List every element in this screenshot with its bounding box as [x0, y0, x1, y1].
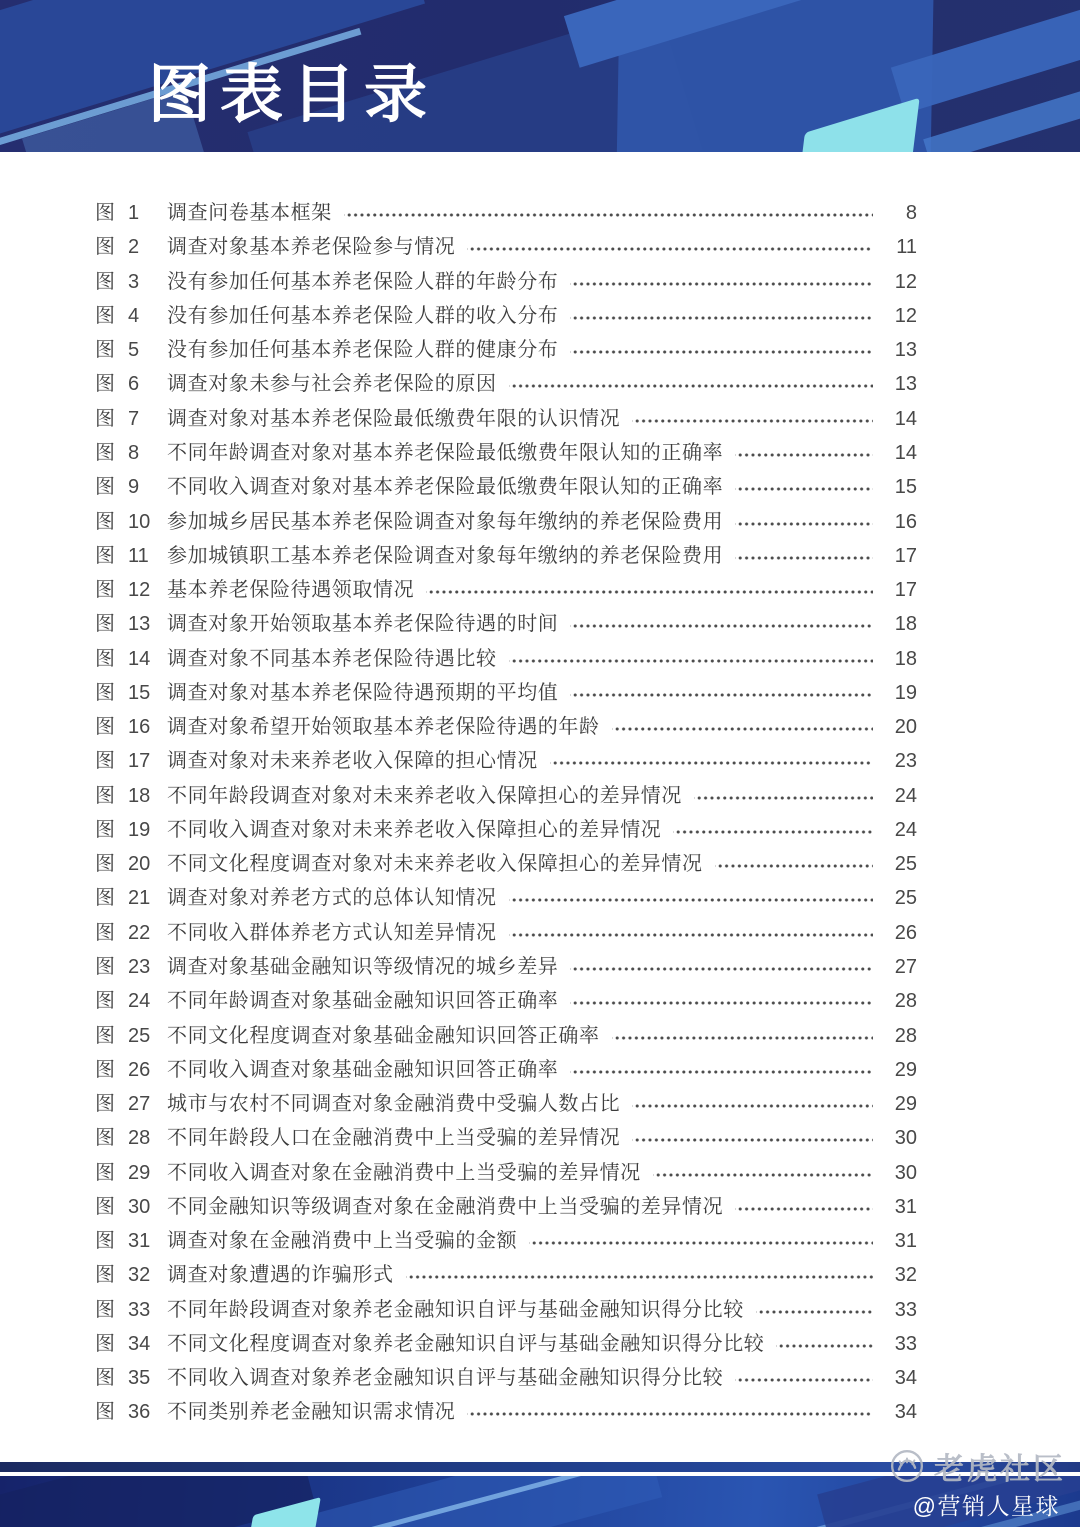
page-number: 29	[894, 1093, 917, 1116]
page-number: 17	[894, 579, 917, 602]
page-number: 14	[894, 441, 917, 464]
list-item	[95, 1190, 917, 1224]
figure-label: 图	[95, 716, 115, 739]
dot-leader	[632, 1099, 873, 1113]
figure-title: 不同年龄段调查对象养老金融知识自评与基础金融知识得分比较	[167, 1298, 744, 1321]
figure-title: 不同收入调查对象在金融消费中上当受骗的差异情况	[167, 1161, 641, 1184]
dot-leader	[756, 1305, 873, 1319]
list-item	[95, 847, 917, 881]
page-number: 18	[894, 647, 917, 670]
dot-leader	[570, 996, 873, 1010]
page-number: 32	[894, 1264, 917, 1287]
figure-title: 调查对象对基本养老保险待遇预期的平均值	[167, 681, 559, 704]
page-number: 25	[894, 887, 917, 910]
dot-leader	[509, 893, 873, 907]
figure-title: 不同收入调查对象基础金融知识回答正确率	[167, 1058, 559, 1081]
list-item	[95, 573, 917, 607]
dot-leader	[735, 551, 873, 565]
figure-title: 不同年龄调查对象基础金融知识回答正确率	[167, 990, 559, 1013]
figure-number: 30	[128, 1195, 151, 1218]
dot-leader	[632, 1133, 873, 1147]
page-number: 29	[894, 1058, 917, 1081]
dot-leader	[735, 1202, 873, 1216]
page-header	[0, 0, 1080, 152]
figure-number: 13	[128, 613, 151, 636]
figure-title: 调查对象对养老方式的总体认知情况	[167, 887, 497, 910]
page-number: 30	[894, 1161, 917, 1184]
figure-number: 23	[128, 955, 151, 978]
list-item	[95, 367, 917, 401]
figure-label: 图	[95, 1332, 115, 1355]
figure-title: 不同文化程度调查对象对未来养老收入保障担心的差异情况	[167, 853, 703, 876]
page-number: 15	[894, 476, 917, 499]
page-number: 20	[894, 716, 917, 739]
list-item	[95, 813, 917, 847]
page-number: 24	[894, 818, 917, 841]
figure-number: 10	[128, 510, 151, 533]
figure-label: 图	[95, 1024, 115, 1047]
page-number: 30	[894, 1127, 917, 1150]
list-item	[95, 470, 917, 504]
community-watermark	[889, 1444, 1066, 1488]
dot-leader	[776, 1339, 873, 1353]
list-item	[95, 299, 917, 333]
figure-title: 调查对象对未来养老收入保障的担心情况	[167, 750, 538, 773]
list-item	[95, 1327, 917, 1361]
list-item	[95, 881, 917, 915]
figure-number: 27	[128, 1093, 151, 1116]
dot-leader	[344, 208, 873, 222]
dot-leader	[653, 1168, 873, 1182]
figure-label: 图	[95, 750, 115, 773]
page-number: 28	[894, 1024, 917, 1047]
list-item	[95, 1121, 917, 1155]
figure-label: 图	[95, 407, 115, 430]
figure-title: 调查对象开始领取基本养老保险待遇的时间	[167, 613, 559, 636]
figure-label: 图	[95, 1367, 115, 1390]
figure-label: 图	[95, 784, 115, 807]
tiger-logo-icon	[889, 1448, 925, 1484]
page-number: 25	[894, 853, 917, 876]
figure-number: 20	[128, 853, 151, 876]
page-number: 17	[894, 544, 917, 567]
dot-leader	[673, 825, 873, 839]
figure-title: 调查对象遭遇的诈骗形式	[167, 1264, 394, 1287]
figure-label: 图	[95, 579, 115, 602]
figure-number: 18	[128, 784, 151, 807]
figure-title: 不同文化程度调查对象养老金融知识自评与基础金融知识得分比较	[167, 1332, 765, 1355]
figure-title: 调查对象在金融消费中上当受骗的金额	[167, 1230, 518, 1253]
page-title: 图表目录	[148, 60, 436, 130]
figure-label: 图	[95, 955, 115, 978]
figure-label: 图	[95, 339, 115, 362]
list-item	[95, 744, 917, 778]
figure-title: 调查问卷基本框架	[167, 202, 332, 225]
figure-title: 调查对象未参与社会养老保险的原因	[167, 373, 497, 396]
figure-number: 12	[128, 579, 151, 602]
page-number: 28	[894, 990, 917, 1013]
page-number: 34	[894, 1367, 917, 1390]
figure-number: 31	[128, 1230, 151, 1253]
list-item	[95, 1224, 917, 1258]
dot-leader	[570, 277, 873, 291]
figure-number: 11	[128, 544, 149, 567]
dot-leader	[735, 448, 873, 462]
list-item	[95, 504, 917, 538]
figure-label: 图	[95, 990, 115, 1013]
dot-leader	[570, 1065, 873, 1079]
page-number: 12	[894, 270, 917, 293]
figure-number: 15	[128, 681, 151, 704]
figure-number: 29	[128, 1161, 151, 1184]
list-item	[95, 436, 917, 470]
page-number: 23	[894, 750, 917, 773]
figure-title: 没有参加任何基本养老保险人群的年龄分布	[167, 270, 559, 293]
figure-title: 不同年龄调查对象对基本养老保险最低缴费年限认知的正确率	[167, 441, 724, 464]
dot-leader	[550, 756, 873, 770]
figure-label: 图	[95, 373, 115, 396]
list-item	[95, 1258, 917, 1292]
figure-number: 21	[128, 887, 151, 910]
list-item	[95, 196, 917, 230]
figure-label: 图	[95, 1161, 115, 1184]
dot-leader	[715, 859, 873, 873]
figure-label: 图	[95, 544, 115, 567]
figure-label: 图	[95, 202, 115, 225]
figure-title: 调查对象不同基本养老保险待遇比较	[167, 647, 497, 670]
figure-title: 没有参加任何基本养老保险人群的健康分布	[167, 339, 559, 362]
figure-label: 图	[95, 441, 115, 464]
list-item	[95, 1155, 917, 1189]
figure-number: 6	[128, 373, 140, 396]
dot-leader	[509, 654, 873, 668]
list-item	[95, 676, 917, 710]
figure-number: 16	[128, 716, 151, 739]
figure-title: 参加城镇职工基本养老保险调查对象每年缴纳的养老保险费用	[167, 544, 724, 567]
list-item	[95, 230, 917, 264]
figure-number: 25	[128, 1024, 151, 1047]
community-name: 老虎社区	[934, 1453, 1066, 1486]
figure-number: 32	[128, 1264, 151, 1287]
dot-leader	[570, 962, 873, 976]
page-number: 27	[894, 955, 917, 978]
figure-label: 图	[95, 1093, 115, 1116]
list-item	[95, 333, 917, 367]
figure-label: 图	[95, 613, 115, 636]
list-item	[95, 710, 917, 744]
page-number: 19	[894, 681, 917, 704]
figure-label: 图	[95, 1264, 115, 1287]
list-item	[95, 265, 917, 299]
figure-title: 不同年龄段调查对象对未来养老收入保障担心的差异情况	[167, 784, 682, 807]
list-item	[95, 1361, 917, 1395]
figure-title: 参加城乡居民基本养老保险调查对象每年缴纳的养老保险费用	[167, 510, 724, 533]
figure-title: 不同文化程度调查对象基础金融知识回答正确率	[167, 1024, 600, 1047]
figure-label: 图	[95, 681, 115, 704]
page-number: 33	[894, 1298, 917, 1321]
figure-title: 不同收入调查对象养老金融知识自评与基础金融知识得分比较	[167, 1367, 724, 1390]
list-item	[95, 1053, 917, 1087]
figure-label: 图	[95, 1195, 115, 1218]
figure-title: 调查对象基础金融知识等级情况的城乡差异	[167, 955, 559, 978]
figure-number: 17	[128, 750, 151, 773]
page-number: 14	[894, 407, 917, 430]
page-number: 13	[894, 373, 917, 396]
figure-label: 图	[95, 510, 115, 533]
figure-number: 36	[128, 1401, 151, 1424]
figure-title: 不同金融知识等级调查对象在金融消费中上当受骗的差异情况	[167, 1195, 724, 1218]
page-number: 16	[894, 510, 917, 533]
figure-label: 图	[95, 853, 115, 876]
figure-number: 22	[128, 921, 151, 944]
page-number: 26	[894, 921, 917, 944]
figure-number: 14	[128, 647, 151, 670]
page-number: 13	[894, 339, 917, 362]
figure-title: 不同类别养老金融知识需求情况	[167, 1401, 456, 1424]
figure-number: 2	[128, 236, 140, 259]
figure-number: 9	[128, 476, 140, 499]
figure-label: 图	[95, 887, 115, 910]
figure-number: 7	[128, 407, 140, 430]
figure-list	[95, 196, 917, 1430]
dot-leader	[694, 791, 873, 805]
page-number: 31	[894, 1230, 917, 1253]
dot-leader	[570, 619, 873, 633]
figure-title: 调查对象希望开始领取基本养老保险待遇的年龄	[167, 716, 600, 739]
figure-label: 图	[95, 236, 115, 259]
dot-leader	[735, 482, 873, 496]
list-item	[95, 539, 917, 573]
list-item	[95, 607, 917, 641]
dot-leader	[570, 345, 873, 359]
figure-title: 没有参加任何基本养老保险人群的收入分布	[167, 304, 559, 327]
figure-number: 26	[128, 1058, 151, 1081]
figure-title: 基本养老保险待遇领取情况	[167, 579, 415, 602]
author-handle-watermark: @营销人星球	[912, 1493, 1060, 1519]
figure-number: 1	[128, 202, 140, 225]
figure-number: 34	[128, 1332, 151, 1355]
figure-label: 图	[95, 270, 115, 293]
dot-leader	[735, 517, 873, 531]
dot-leader	[467, 242, 873, 256]
page-number: 33	[894, 1332, 917, 1355]
list-item	[95, 1293, 917, 1327]
dot-leader	[509, 928, 873, 942]
dot-leader	[529, 1236, 873, 1250]
figure-list-items	[95, 196, 917, 1430]
figure-number: 28	[128, 1127, 151, 1150]
figure-label: 图	[95, 1230, 115, 1253]
figure-number: 5	[128, 339, 140, 362]
figure-number: 24	[128, 990, 151, 1013]
dot-leader	[467, 1407, 873, 1421]
dot-leader	[570, 311, 873, 325]
list-item	[95, 1018, 917, 1052]
list-item	[95, 916, 917, 950]
figure-title: 调查对象对基本养老保险最低缴费年限的认识情况	[167, 407, 621, 430]
dot-leader	[426, 585, 873, 599]
figure-title: 城市与农村不同调查对象金融消费中受骗人数占比	[167, 1093, 621, 1116]
page-number: 18	[894, 613, 917, 636]
page-number: 24	[894, 784, 917, 807]
figure-label: 图	[95, 818, 115, 841]
list-item	[95, 1087, 917, 1121]
page-number: 31	[894, 1195, 917, 1218]
figure-title: 不同收入群体养老方式认知差异情况	[167, 921, 497, 944]
figure-number: 8	[128, 441, 140, 464]
figure-label: 图	[95, 476, 115, 499]
page-number: 34	[894, 1401, 917, 1424]
figure-label: 图	[95, 921, 115, 944]
dot-leader	[509, 379, 873, 393]
list-item	[95, 1395, 917, 1429]
page-number: 12	[894, 304, 917, 327]
figure-number: 33	[128, 1298, 151, 1321]
figure-label: 图	[95, 1058, 115, 1081]
dot-leader	[735, 1373, 873, 1387]
dot-leader	[632, 414, 873, 428]
list-item	[95, 950, 917, 984]
list-item	[95, 641, 917, 675]
figure-number: 35	[128, 1367, 151, 1390]
dot-leader	[612, 722, 873, 736]
figure-number: 3	[128, 270, 140, 293]
figure-title: 不同收入调查对象对未来养老收入保障担心的差异情况	[167, 818, 662, 841]
figure-title: 不同年龄段人口在金融消费中上当受骗的差异情况	[167, 1127, 621, 1150]
figure-title: 不同收入调查对象对基本养老保险最低缴费年限认知的正确率	[167, 476, 724, 499]
figure-label: 图	[95, 304, 115, 327]
figure-number: 4	[128, 304, 140, 327]
list-item	[95, 984, 917, 1018]
figure-title: 调查对象基本养老保险参与情况	[167, 236, 456, 259]
list-item	[95, 402, 917, 436]
figure-label: 图	[95, 1401, 115, 1424]
page-number: 8	[905, 202, 917, 225]
page-number: 11	[896, 236, 917, 259]
figure-label: 图	[95, 647, 115, 670]
list-item	[95, 779, 917, 813]
figure-label: 图	[95, 1298, 115, 1321]
dot-leader	[406, 1270, 873, 1284]
dot-leader	[612, 1031, 873, 1045]
figure-label: 图	[95, 1127, 115, 1150]
figure-number: 19	[128, 818, 151, 841]
dot-leader	[570, 688, 873, 702]
